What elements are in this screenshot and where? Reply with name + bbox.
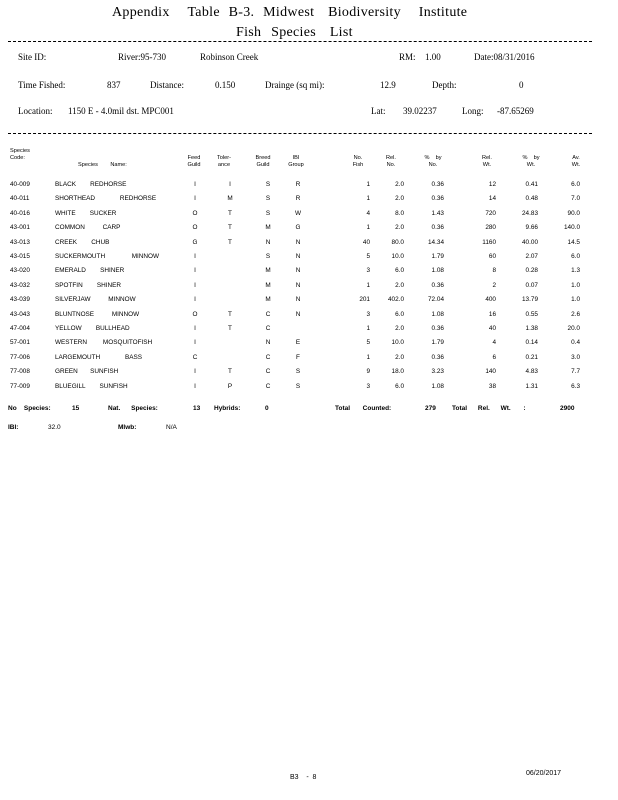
tolerance: T — [228, 209, 232, 217]
feed-guild: I — [194, 339, 196, 347]
ibi-group: N — [295, 296, 301, 304]
col-header-tolerance: Toler- ance — [217, 155, 231, 168]
hybrids-label: Hybrids: — [214, 405, 241, 412]
feed-guild: O — [192, 310, 198, 318]
breed-guild: S — [265, 253, 271, 260]
relative-weight: 8 — [492, 267, 496, 275]
no-species: 15 — [72, 405, 80, 412]
tolerance: T — [228, 310, 232, 318]
percent-number: 1.08 — [431, 310, 444, 318]
relative-number: 10.0 — [391, 253, 404, 260]
average-weight: 1.0 — [571, 296, 580, 304]
breed-guild: M — [265, 267, 271, 275]
average-weight: 6.0 — [571, 181, 580, 188]
ibi-group: R — [295, 195, 301, 203]
relative-weight: 6 — [492, 353, 496, 361]
total-relwt: 2900 — [560, 405, 575, 412]
relative-number: 2.0 — [395, 281, 404, 289]
ibi-group: S — [295, 368, 301, 376]
number-fish: 9 — [366, 368, 370, 376]
average-weight: 140.0 — [564, 224, 580, 232]
species-name: SPOTFIN SHINER — [55, 281, 122, 289]
print-date: 06/20/2017 — [526, 770, 562, 777]
lat-label: Lat: — [371, 106, 386, 116]
ibi-group: N — [295, 310, 301, 318]
relative-number: 402.0 — [388, 296, 404, 304]
number-fish: 1 — [366, 353, 370, 361]
page-number: B3 - 8 — [290, 774, 317, 781]
relative-number: 6.0 — [395, 382, 404, 390]
breed-guild: C — [265, 353, 271, 361]
relative-weight: 12 — [488, 181, 496, 188]
percent-number: 1.79 — [431, 253, 444, 260]
relative-weight: 140 — [485, 368, 496, 376]
number-fish: 201 — [359, 296, 370, 304]
breed-guild: N — [265, 339, 271, 347]
report-subtitle — [236, 25, 353, 41]
percent-number: 1.79 — [431, 339, 444, 347]
species-code: 43-032 — [10, 281, 30, 289]
rm-value: 1.00 — [425, 52, 441, 62]
average-weight: 90.0 — [567, 209, 580, 217]
title-word: Midwest — [263, 5, 315, 20]
col-header-relwt: Rel. Wt. — [482, 155, 492, 168]
total-counted: 279 — [425, 405, 436, 412]
average-weight: 1.0 — [571, 281, 580, 289]
tolerance: M — [227, 195, 233, 203]
average-weight: 6.0 — [571, 253, 580, 260]
percent-weight: 0.41 — [525, 181, 538, 188]
relative-weight: 720 — [485, 209, 496, 217]
species-name: COMMON CARP — [55, 224, 121, 232]
ibi-group: N — [295, 253, 301, 260]
percent-number: 72.04 — [428, 296, 444, 304]
col-header-relno: Rel. No. — [386, 155, 396, 168]
percent-weight: 40.00 — [522, 238, 538, 246]
total-counted-label: Total Counted: — [335, 405, 392, 412]
percent-number: 3.23 — [431, 368, 444, 376]
location-label: Location: — [18, 106, 53, 116]
feed-guild: I — [194, 382, 196, 390]
number-fish: 3 — [366, 310, 370, 318]
ibi-label: IBI: — [8, 424, 19, 431]
depth-label: Depth: — [432, 80, 457, 90]
title-word: Appendix — [112, 5, 170, 20]
number-fish: 1 — [366, 281, 370, 289]
feed-guild: I — [194, 253, 196, 260]
tolerance: P — [227, 382, 233, 390]
relative-number: 2.0 — [395, 224, 404, 232]
feed-guild: I — [194, 296, 196, 304]
subtitle-word: Species — [271, 25, 317, 40]
number-fish: 5 — [366, 339, 370, 347]
time-fished-label: Time Fished: — [18, 80, 66, 90]
breed-guild: S — [265, 209, 271, 217]
breed-guild: C — [265, 310, 271, 318]
species-code: 43-043 — [10, 310, 30, 318]
number-fish: 1 — [366, 181, 370, 188]
percent-weight: 13.79 — [522, 296, 538, 304]
feed-guild: C — [192, 353, 198, 361]
percent-weight: 0.07 — [525, 281, 538, 289]
species-name: CREEK CHUB — [55, 238, 110, 246]
col-header-feed: Feed Guild — [187, 155, 201, 168]
average-weight: 6.3 — [571, 382, 580, 390]
species-code: 77-009 — [10, 382, 30, 390]
relative-weight: 2 — [492, 281, 496, 289]
title-word: Institute — [418, 5, 468, 20]
species-name: WHITE SUCKER — [55, 209, 117, 217]
report-title — [112, 5, 467, 21]
site-id-label: Site ID: — [18, 52, 47, 62]
relative-number: 2.0 — [395, 325, 404, 332]
divider — [8, 41, 592, 42]
subtitle-word: Fish — [236, 25, 262, 40]
average-weight: 7.7 — [571, 368, 580, 376]
feed-guild: O — [192, 224, 198, 232]
tolerance: T — [228, 368, 232, 376]
relative-number: 8.0 — [395, 209, 404, 217]
percent-weight: 2.07 — [525, 253, 538, 260]
average-weight: 0.4 — [571, 339, 580, 347]
tolerance: T — [228, 224, 232, 232]
divider — [8, 133, 592, 134]
relative-number: 2.0 — [395, 181, 404, 188]
percent-weight: 0.28 — [525, 267, 538, 275]
number-fish: 5 — [366, 253, 370, 260]
relative-number: 6.0 — [395, 267, 404, 275]
number-fish: 1 — [366, 224, 370, 232]
nat-species: 13 — [193, 405, 201, 412]
percent-weight: 1.38 — [525, 325, 538, 332]
number-fish: 3 — [366, 382, 370, 390]
species-code: 43-013 — [10, 238, 30, 246]
latitude: 39.02237 — [403, 106, 437, 116]
feed-guild: I — [194, 267, 196, 275]
nat-species-label: Nat. Species: — [108, 405, 158, 412]
title-word: Biodiversity — [328, 5, 401, 20]
percent-number: 0.36 — [431, 353, 444, 361]
col-header-ibi: IBI Group — [288, 155, 304, 168]
average-weight: 14.5 — [567, 238, 580, 246]
percent-weight: 0.55 — [525, 310, 538, 318]
average-weight: 1.3 — [571, 267, 580, 275]
relative-weight: 38 — [488, 382, 496, 390]
miwb-score: N/A — [166, 424, 177, 431]
distance-label: Distance: — [150, 80, 184, 90]
subtitle-word: List — [329, 25, 353, 40]
relative-weight: 40 — [488, 325, 496, 332]
relative-number: 2.0 — [395, 353, 404, 361]
ibi-group: N — [295, 238, 301, 246]
drainage-label: Drainge (sq mi): — [265, 80, 325, 90]
average-weight: 7.0 — [571, 195, 580, 203]
depth: 0 — [519, 80, 524, 90]
rm-label: RM: — [399, 52, 416, 62]
ibi-score: 32.0 — [48, 424, 61, 431]
tolerance: T — [228, 325, 232, 332]
relative-number: 6.0 — [395, 310, 404, 318]
number-fish: 4 — [366, 209, 370, 217]
ibi-group: R — [295, 181, 301, 188]
average-weight: 20.0 — [567, 325, 580, 332]
ibi-group: N — [295, 281, 301, 289]
species-name: LARGEMOUTH BASS — [55, 353, 143, 361]
percent-number: 0.36 — [431, 181, 444, 188]
site-id: River:95-730 — [118, 52, 166, 62]
species-code: 47-004 — [10, 325, 30, 332]
ibi-group: E — [295, 339, 301, 347]
percent-weight: 0.21 — [525, 353, 538, 361]
breed-guild: S — [265, 195, 271, 203]
col-header-breed: Breed Guild — [255, 155, 271, 168]
species-code: 43-015 — [10, 253, 30, 260]
relative-weight: 1160 — [482, 238, 496, 246]
breed-guild: C — [265, 382, 271, 390]
breed-guild: S — [265, 181, 271, 188]
longitude: -87.65269 — [497, 106, 534, 116]
col-header-code: Species Code: — [10, 148, 30, 161]
col-header-nofish: No. Fish — [352, 155, 364, 168]
average-weight: 2.6 — [571, 310, 580, 318]
percent-number: 14.34 — [428, 238, 444, 246]
species-name: SUCKERMOUTH MINNOW — [55, 253, 160, 260]
percent-number: 0.36 — [431, 281, 444, 289]
species-code: 57-001 — [10, 339, 30, 347]
col-header-pctwt: % by Wt. — [522, 155, 540, 168]
percent-number: 0.36 — [431, 325, 444, 332]
feed-guild: I — [194, 325, 196, 332]
feed-guild: I — [194, 281, 196, 289]
species-code: 40-016 — [10, 209, 30, 217]
time-fished: 837 — [107, 80, 121, 90]
species-name: SILVERJAW MINNOW — [55, 296, 136, 304]
relative-number: 80.0 — [391, 238, 404, 246]
species-code: 77-008 — [10, 368, 30, 376]
species-name: BLACK REDHORSE — [55, 181, 127, 188]
relative-weight: 400 — [485, 296, 496, 304]
drainage: 12.9 — [380, 80, 396, 90]
relative-weight: 60 — [488, 253, 496, 260]
species-code: 43-001 — [10, 224, 30, 232]
feed-guild: I — [194, 181, 196, 188]
tolerance: I — [229, 181, 231, 188]
percent-weight: 4.83 — [525, 368, 538, 376]
percent-number: 1.08 — [431, 382, 444, 390]
breed-guild: C — [265, 368, 271, 376]
species-name: BLUNTNOSE MINNOW — [55, 310, 140, 318]
distance: 0.150 — [215, 80, 236, 90]
relative-number: 18.0 — [391, 368, 404, 376]
breed-guild: N — [265, 238, 271, 246]
relative-number: 2.0 — [395, 195, 404, 203]
average-weight: 3.0 — [571, 353, 580, 361]
hybrids: 0 — [265, 405, 269, 412]
col-header-species: Species Name: — [78, 162, 127, 168]
species-code: 40-009 — [10, 181, 30, 188]
breed-guild: M — [265, 296, 271, 304]
species-code: 40-011 — [10, 195, 30, 203]
breed-guild: M — [265, 281, 271, 289]
species-name: BLUEGILL SUNFISH — [55, 382, 128, 390]
col-header-avwt: Av. Wt. — [571, 155, 581, 168]
title-word: Table — [187, 5, 220, 20]
ibi-group: W — [294, 209, 302, 217]
percent-weight: 0.14 — [525, 339, 538, 347]
stream-name: Robinson Creek — [200, 52, 259, 62]
species-name: EMERALD SHINER — [55, 267, 125, 275]
feed-guild: I — [194, 368, 196, 376]
species-name: WESTERN MOSQUITOFISH — [55, 339, 153, 347]
breed-guild: C — [265, 325, 271, 332]
number-fish: 40 — [362, 238, 370, 246]
relative-weight: 16 — [488, 310, 496, 318]
number-fish: 1 — [366, 325, 370, 332]
no-species-label: No Species: — [8, 405, 51, 412]
ibi-group: G — [295, 224, 301, 232]
percent-weight: 1.31 — [525, 382, 538, 390]
species-code: 77-006 — [10, 353, 30, 361]
sample-date: Date:08/31/2016 — [474, 52, 535, 62]
species-code: 43-020 — [10, 267, 30, 275]
feed-guild: O — [192, 209, 198, 217]
ibi-group: F — [296, 353, 300, 361]
relative-weight: 4 — [492, 339, 496, 347]
relative-weight: 14 — [488, 195, 496, 203]
percent-number: 1.08 — [431, 267, 444, 275]
percent-number: 0.36 — [431, 224, 444, 232]
long-label: Long: — [462, 106, 484, 116]
percent-weight: 0.48 — [525, 195, 538, 203]
species-code: 43-039 — [10, 296, 30, 304]
title-word: B-3. — [228, 5, 255, 20]
total-relwt-label: Total Rel. Wt. : — [452, 405, 526, 412]
species-name: GREEN SUNFISH — [55, 368, 119, 376]
location: 1150 E - 4.0mil dst. MPC001 — [68, 106, 174, 116]
feed-guild: I — [194, 195, 196, 203]
species-name: YELLOW BULLHEAD — [55, 325, 130, 332]
ibi-group: S — [295, 382, 301, 390]
number-fish: 3 — [366, 267, 370, 275]
relative-number: 10.0 — [391, 339, 404, 347]
ibi-group: N — [295, 267, 301, 275]
tolerance: T — [228, 238, 232, 246]
percent-number: 0.36 — [431, 195, 444, 203]
number-fish: 1 — [366, 195, 370, 203]
percent-number: 1.43 — [431, 209, 444, 217]
percent-weight: 24.83 — [522, 209, 538, 217]
breed-guild: M — [265, 224, 271, 232]
feed-guild: G — [192, 238, 198, 246]
col-header-pctno: % by No. — [424, 155, 442, 168]
miwb-label: MIwb: — [118, 424, 137, 431]
species-name: SHORTHEAD REDHORSE — [55, 195, 157, 203]
percent-weight: 9.66 — [525, 224, 538, 232]
relative-weight: 280 — [485, 224, 496, 232]
